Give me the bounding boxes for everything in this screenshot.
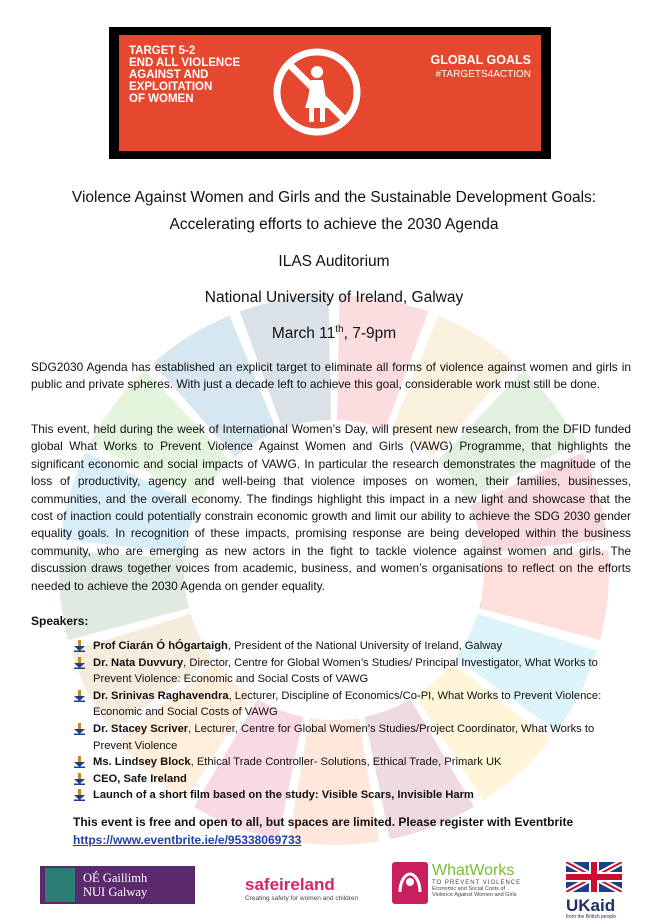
speaker-name: Dr. Stacey Scriver: [93, 722, 189, 735]
event-date: [30, 324, 638, 343]
safe-ireland-tagline: Creating safety for women and children: [245, 895, 359, 902]
what-works-desc: Economic and Social Costs of: [432, 886, 506, 892]
union-jack-icon: [566, 862, 622, 892]
nui-english-name: NUI Galway: [83, 885, 148, 899]
goals-title: GLOBAL GOALS: [430, 53, 531, 67]
date-suffix: , 7-9pm: [343, 325, 397, 343]
no-violence-against-woman-icon: [271, 46, 363, 138]
speaker-item: [74, 771, 634, 788]
speaker-item: [74, 754, 634, 771]
speaker-item: [74, 638, 634, 655]
banner-target-text: [129, 45, 240, 105]
speaker-name: Prof Ciarán Ó hÓgartaigh: [93, 640, 228, 652]
what-works-desc: Violence Against Women and Girls: [432, 892, 517, 898]
description-paragraph: This event, held during the week of International Women’s Day, will present new research, from the DFID funded global What Works to Prevent Violence Against Women and Girls (VAWG) Programme, that highlights the significant economic and social impacts of VAWG. In particular the research demonstrates the magnitude of the loss of productivity, agency and well-being that violence imposes on women, their families, businesses, communities, and the overall economy. The findings highlight this impact in a new light and showcase that the cost of inaction could potentially constrain economic growth and limit our ability to achieve the SDG 2030 gender equality goals. In recognition of these impacts, promising response are being developed within the business community, who are emerging as new actors in the fight to tackle violence against women and girls. The discussion draws together voices from academic, business, and women’s organisations to reflect on the efforts needed to achieve the 2030 Agenda on gender equality.: [31, 422, 631, 593]
target-line: EXPLOITATION: [129, 81, 213, 93]
speaker-item: [74, 655, 634, 688]
speaker-item: [74, 721, 634, 754]
speaker-detail: , Director, Centre for Global Women’s Studies/ Principal Investigator, What Works to Prevent Violence: Economic and Social Costs of VAWG: [93, 656, 598, 686]
event-title-line1: Violence Against Women and Girls and the Sustainable Development Goals:: [71, 189, 597, 206]
speaker-detail: , Lecturer, Discipline of Economics/Co-PI, What Works to Prevent Violence: Economic and Social Costs of VAWG: [93, 689, 602, 719]
nui-irish-name: OÉ Gaillimh: [83, 871, 148, 885]
intro-paragraph: SDG2030 Agenda has established an explicit target to eliminate all forms of violence against women and girls in public and private spheres. With just a decade left to achieve this goal, considerable work must still be done.: [31, 360, 631, 392]
speaker-name: Dr. Nata Duvvury: [93, 656, 184, 669]
arrow-bullet-icon: [74, 756, 85, 768]
speaker-item: [74, 787, 634, 804]
what-works-logo: [392, 862, 532, 910]
venue: ILAS Auditorium: [278, 253, 390, 270]
ukaid-logo: [566, 862, 622, 920]
speaker-item: [74, 688, 634, 721]
speaker-detail: , President of the National University of Ireland, Galway: [227, 640, 503, 652]
date-sup: th: [335, 324, 344, 335]
speakers-list: [74, 638, 634, 804]
speaker-name: Launch of a short film based on the study: Visible Scars, Invisible Harm: [93, 789, 474, 802]
global-goals-banner: [109, 27, 551, 159]
arrow-bullet-icon: [74, 640, 85, 652]
banner-panel: [119, 35, 541, 151]
safe-ireland-logo: [245, 875, 358, 905]
speakers-heading: Speakers:: [31, 614, 89, 628]
registration-note: This event is free and open to all, but spaces are limited. Please register with Eventbrite: [73, 815, 574, 829]
eventbrite-link[interactable]: https://www.eventbrite.ie/e/95338069733: [73, 833, 302, 847]
target-number: 5-2: [178, 45, 196, 57]
event-title-line2: Accelerating efforts to achieve the 2030 Agenda: [169, 216, 499, 233]
castle-crest-icon: [45, 868, 75, 902]
arrow-bullet-icon: [74, 690, 85, 702]
target-line: AGAINST AND: [129, 69, 209, 81]
date-prefix: March 11: [271, 325, 336, 343]
safe-ireland-name: safeireland: [245, 875, 335, 894]
speaker-name: Ms. Lindsey Block: [93, 756, 191, 769]
arrow-bullet-icon: [74, 657, 85, 669]
speaker-detail: , Ethical Trade Controller- Solutions, Ethical Trade, Primark UK: [190, 756, 502, 769]
ukaid-sub: from the British people: [566, 914, 617, 920]
arrow-bullet-icon: [74, 773, 85, 785]
speaker-name: Dr. Srinivas Raghavendra: [93, 689, 229, 702]
goals-hashtag: #TARGETS4ACTION: [435, 69, 531, 80]
banner-goals: [431, 53, 531, 80]
speaker-name: CEO, Safe Ireland: [93, 772, 187, 785]
nui-galway-logo: [40, 866, 195, 904]
hands-icon: [392, 862, 428, 904]
what-works-name: WhatWorks: [432, 862, 515, 879]
target-line: END ALL VIOLENCE: [129, 57, 241, 69]
target-label: TARGET: [129, 45, 176, 57]
target-line: OF WOMEN: [129, 93, 194, 105]
speaker-detail: , Lecturer, Centre for Global Women’s Studies/Project Coordinator, What Works to Prevent Violence: [93, 722, 595, 752]
arrow-bullet-icon: [74, 723, 85, 735]
what-works-sub: TO PREVENT VIOLENCE: [432, 880, 522, 886]
university: National University of Ireland, Galway: [204, 289, 464, 306]
arrow-bullet-icon: [74, 789, 85, 801]
ukaid-name: UKaid: [566, 896, 616, 915]
